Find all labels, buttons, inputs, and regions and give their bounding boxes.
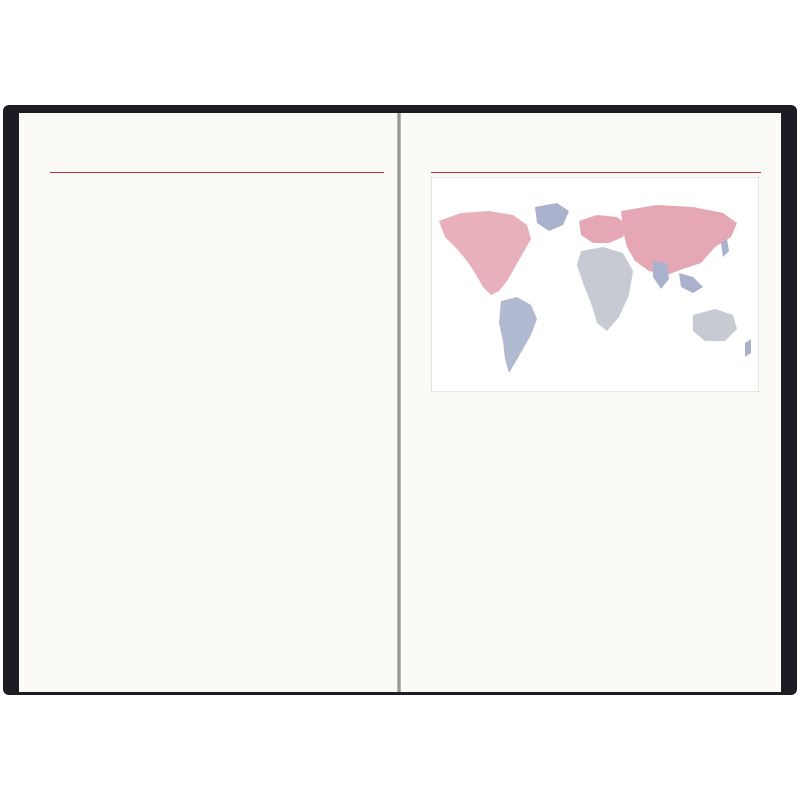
title-divider: [431, 172, 761, 173]
title-divider: [50, 172, 384, 173]
left-page: [19, 113, 397, 692]
world-time-zone-map: [431, 177, 759, 392]
